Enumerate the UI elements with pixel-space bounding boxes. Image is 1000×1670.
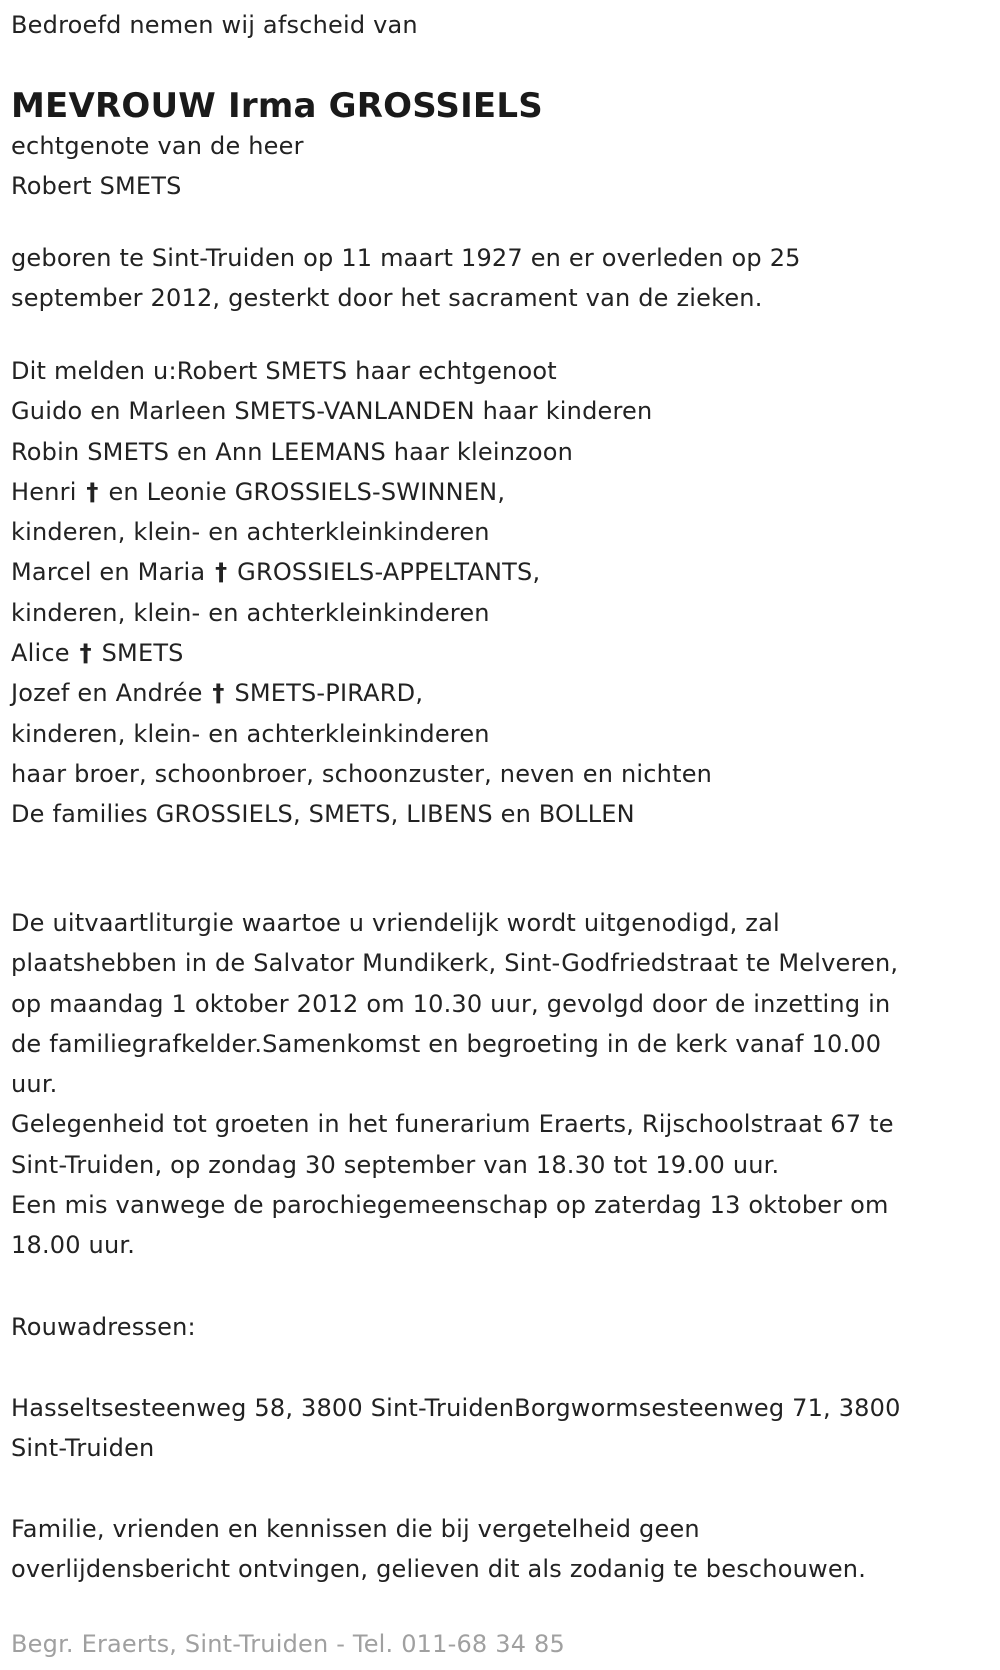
family-line [11,391,986,431]
family-line [11,472,986,512]
family-line-text: Robin SMETS en Ann LEEMANS haar kleinzoon [11,437,574,466]
family-line [11,552,986,592]
family-line [11,593,986,633]
family-line [11,673,986,713]
ceremony-line: De uitvaartliturgie waartoe u vriendelijk wordt uitgenodigd, zal [11,909,780,937]
family-line [11,714,986,754]
family-line-text: Jozef en Andrée [11,679,203,708]
addresses-block [11,1388,986,1469]
cross-icon: † [215,558,228,587]
ceremony-line: uur. [11,1070,58,1099]
spouse-line: echtgenote van de heer [11,132,304,160]
family-line [11,794,986,834]
family-line-text: SMETS-PIRARD, [234,679,424,708]
family-line [11,351,986,391]
family-line-text: Guido en Marleen SMETS-VANLANDEN haar kinderen [11,397,653,426]
birth-death-block [11,238,986,319]
birth-death-line: september 2012, gesterkt door het sacrament van de zieken. [11,284,763,313]
address-line: Sint-Truiden [11,1434,155,1463]
family-line-text: GROSSIELS-APPELTANTS, [237,558,541,587]
family-line [11,432,986,472]
family-list [11,351,986,835]
family-line-text: kinderen, klein- en achterkleinkinderen [11,518,490,547]
family-line-text: Marcel en Maria [11,558,206,587]
ceremony-line: Sint-Truiden, op zondag 30 september van 18.30 tot 19.00 uur. [11,1150,780,1179]
cross-icon: † [79,639,92,668]
family-line-text: Dit melden u:Robert SMETS haar echtgenoot [11,357,557,385]
cross-icon: † [86,477,99,506]
ceremony-line: plaatshebben in de Salvator Mundikerk, Sint-Godfriedstraat te Melveren, [11,949,899,978]
family-line-text: haar broer, schoonbroer, schoonzuster, neven en nichten [11,759,713,788]
deceased-name: MEVROUW Irma GROSSIELS [11,86,543,126]
ceremony-line: Een mis vanwege de parochiegemeenschap op zaterdag 13 oktober om [11,1191,889,1220]
family-line-text: en Leonie GROSSIELS-SWINNEN, [108,477,506,506]
ceremony-line: de familiegrafkelder.Samenkomst en begroeting in de kerk vanaf 10.00 [11,1029,882,1058]
family-line [11,633,986,673]
family-line [11,512,986,552]
funeral-home-footer: Begr. Eraerts, Sint-Truiden - Tel. 011-68 34 85 [11,1630,565,1658]
closing-line: overlijdensbericht ontvingen, gelieven dit als zodanig te beschouwen. [11,1555,867,1584]
spouse-name: Robert SMETS [11,172,182,201]
intro-text: Bedroefd nemen wij afscheid van [11,11,418,39]
ceremony-line: op maandag 1 oktober 2012 om 10.30 uur, gevolgd door de inzetting in [11,989,891,1018]
closing-line: Familie, vrienden en kennissen die bij vergetelheid geen [11,1515,700,1543]
ceremony-line: 18.00 uur. [11,1231,136,1260]
family-line-text: Alice [11,639,70,668]
family-line [11,754,986,794]
closing-block [11,1509,986,1590]
address-line: Hasseltsesteenweg 58, 3800 Sint-TruidenBorgwormsesteenweg 71, 3800 [11,1394,901,1422]
family-line-text: De families GROSSIELS, SMETS, LIBENS en BOLLEN [11,800,635,829]
family-line-text: kinderen, klein- en achterkleinkinderen [11,719,490,748]
cross-icon: † [212,679,225,708]
family-line-text: SMETS [101,639,184,668]
family-line-text: kinderen, klein- en achterkleinkinderen [11,598,490,627]
ceremony-line: Gelegenheid tot groeten in het funerarium Eraerts, Rijschoolstraat 67 te [11,1110,894,1139]
family-line-text: Henri [11,477,77,506]
ceremony-block [11,903,986,1266]
spouse-block [11,126,986,207]
addresses-label: Rouwadressen: [11,1313,196,1341]
birth-death-line: geboren te Sint-Truiden op 11 maart 1927 en er overleden op 25 [11,244,801,272]
